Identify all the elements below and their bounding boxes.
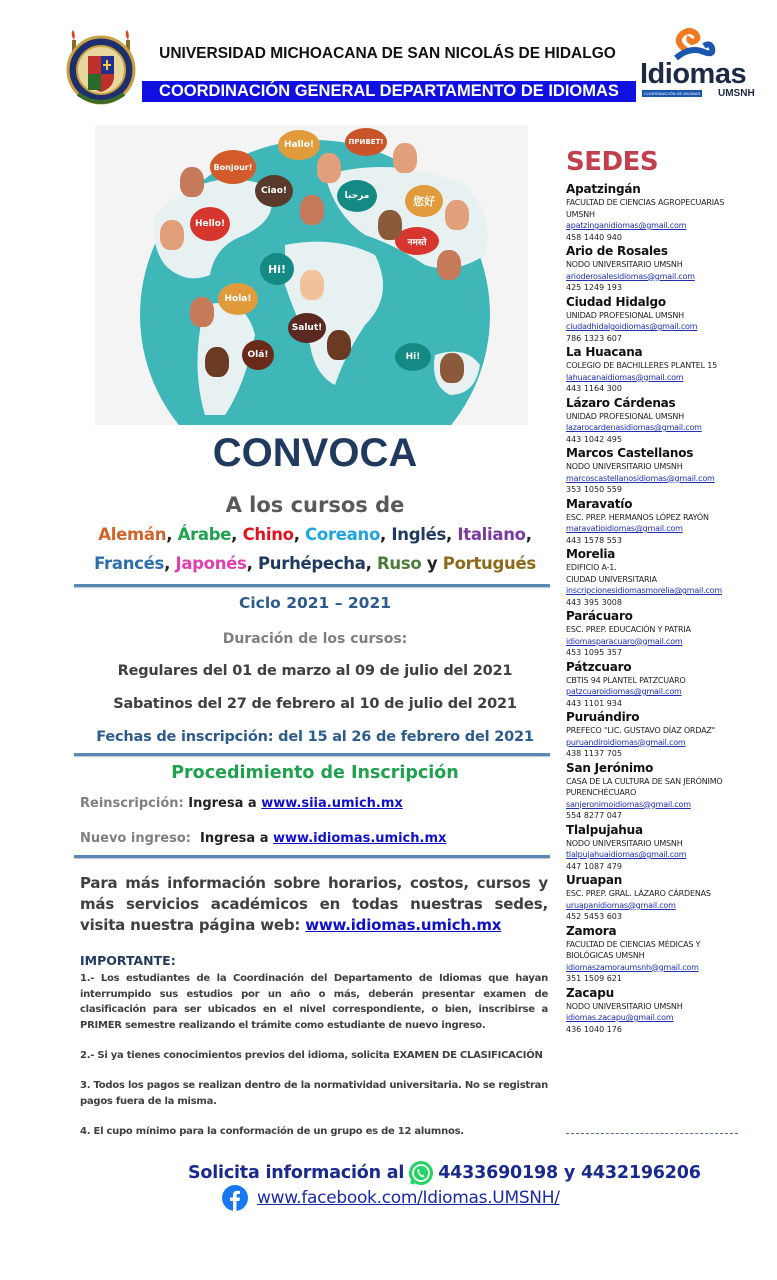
sede-address: BIOLÓGICAS UMSNH bbox=[566, 951, 645, 960]
phone-numbers: 4433690198 y 4432196206 bbox=[438, 1163, 701, 1183]
contact-line bbox=[188, 1160, 701, 1186]
sede-phone: 453 1095 357 bbox=[566, 648, 622, 657]
divider bbox=[74, 753, 550, 756]
person-icon bbox=[378, 210, 402, 240]
sede-address: UNIDAD PROFESIONAL UMSNH bbox=[566, 310, 684, 320]
languages-line-1 bbox=[70, 524, 560, 546]
sede-address: CBTIS 94 PLANTEL PATZCUARO bbox=[566, 675, 686, 685]
sede-item bbox=[566, 446, 771, 496]
sede-phone: 554 8277 047 bbox=[566, 811, 622, 820]
sede-name: Uruapan bbox=[566, 873, 623, 887]
sede-name: Lázaro Cárdenas bbox=[566, 395, 676, 410]
language-separator: , bbox=[164, 554, 176, 573]
divider bbox=[74, 855, 550, 858]
sede-address: ESC. PREP. HERMANOS LÓPEZ RAYÓN bbox=[566, 512, 709, 522]
important-item: 3. Todos los pagos se realizan dentro de la normatividad universitaria. No se registran pagos fuera de la misma. bbox=[80, 1080, 548, 1107]
sede-address: PREFECO "LIC. GUSTAVO DÍAZ ORDAZ" bbox=[566, 726, 716, 735]
languages-line-2 bbox=[70, 553, 560, 575]
sede-address: ESC. PREP. EDUCACIÓN Y PATRIA bbox=[566, 625, 691, 634]
sede-item bbox=[566, 497, 771, 547]
language-portugués: Portugués bbox=[442, 554, 536, 573]
sede-email-link[interactable]: uruapanidiomas@gmail.com bbox=[566, 900, 676, 910]
sede-address: NODO UNIVERSITARIO UMSNH bbox=[566, 260, 683, 269]
person-icon bbox=[190, 297, 214, 327]
greeting-bubble: नमस्ते bbox=[395, 227, 439, 255]
nuevo-ingreso-text: Ingresa a bbox=[191, 831, 274, 846]
idiomas-logo bbox=[640, 28, 760, 100]
whatsapp-icon bbox=[408, 1160, 434, 1186]
sede-email-link[interactable]: idiomasparacuaro@gmail.com bbox=[566, 636, 683, 646]
language-y: y bbox=[426, 554, 438, 573]
ciclo-label: Ciclo 2021 – 2021 bbox=[238, 594, 392, 612]
sede-address: NODO UNIVERSITARIO UMSNH bbox=[566, 838, 683, 848]
sedes-heading: SEDES bbox=[566, 147, 659, 177]
sede-item bbox=[566, 396, 771, 446]
person-icon bbox=[393, 143, 417, 173]
language-separator: , bbox=[231, 525, 243, 544]
sede-email-link[interactable]: idiomas.zacapu@gmail.com bbox=[566, 1013, 674, 1022]
language-separator: , bbox=[446, 525, 458, 544]
greeting-bubble: مرحبا bbox=[337, 180, 377, 212]
greeting-bubble: Hola! bbox=[218, 283, 258, 315]
sede-address: UMSNH bbox=[566, 209, 595, 219]
sede-name: Parácuaro bbox=[566, 609, 633, 623]
sede-address: ESC. PREP. GRAL. LÁZARO CÁRDENAS bbox=[566, 889, 711, 898]
facebook-icon bbox=[222, 1185, 248, 1211]
sede-phone: 447 1087 479 bbox=[566, 861, 622, 871]
language-separator: , bbox=[380, 525, 392, 544]
procedimiento-heading: Procedimiento de Inscripción bbox=[171, 763, 459, 783]
solicita-text: Solicita información al bbox=[188, 1163, 405, 1183]
sede-phone: 443 1578 553 bbox=[566, 535, 622, 545]
convoca-heading: CONVOCA bbox=[212, 431, 418, 475]
greeting-bubble: Salut! bbox=[288, 313, 326, 343]
nuevo-ingreso-label: Nuevo ingreso: bbox=[80, 831, 191, 846]
idiomas-link[interactable]: www.idiomas.umich.mx bbox=[273, 831, 447, 846]
idiomas-logo-tag: UMSNH bbox=[718, 88, 755, 99]
sede-item bbox=[566, 660, 771, 710]
info-web-link[interactable]: www.idiomas.umich.mx bbox=[305, 916, 502, 934]
greeting-bubble: Hallo! bbox=[278, 130, 320, 160]
coordination-title: COORDINACIÓN GENERAL DEPARTAMENTO DE IDIOMAS bbox=[142, 81, 636, 102]
sede-phone: 353 1050 559 bbox=[566, 485, 622, 494]
university-title: UNIVERSIDAD MICHOACANA DE SAN NICOLÁS DE HIDALGO bbox=[159, 45, 616, 62]
sede-phone: 438 1137 705 bbox=[566, 749, 622, 758]
sede-email-link[interactable]: ciudadhidalgoidiomas@gmail.com bbox=[566, 322, 698, 331]
language-ruso: Ruso bbox=[377, 554, 422, 573]
person-icon bbox=[180, 167, 204, 197]
person-icon bbox=[440, 353, 464, 383]
person-icon bbox=[317, 153, 341, 183]
greeting-bubble: ПРИВЕТ! bbox=[345, 128, 387, 156]
sede-email-link[interactable]: apatzinganidiomas@gmail.com bbox=[566, 221, 687, 230]
sede-email-link[interactable]: sanjeronimoidiomas@gmail.com bbox=[566, 799, 691, 809]
sede-email-link[interactable]: arioderosalesidiomas@gmail.com bbox=[566, 271, 695, 281]
sede-name: Pátzcuaro bbox=[566, 659, 632, 674]
reinscripcion-label: Reinscripción: bbox=[80, 796, 184, 811]
sede-item bbox=[566, 823, 771, 873]
important-item: 4. El cupo mínimo para la conformación de un grupo es de 12 alumnos. bbox=[80, 1126, 464, 1137]
sede-address: CIUDAD UNIVERSITARIA bbox=[566, 574, 657, 584]
sede-item bbox=[566, 295, 771, 345]
reinscripcion-line bbox=[80, 796, 403, 811]
person-icon bbox=[437, 250, 461, 280]
sede-name: San Jerónimo bbox=[566, 760, 654, 775]
idiomas-logo-word: Idiomas bbox=[640, 58, 747, 90]
inscripcion-dates: Fechas de inscripción: del 15 al 26 de febrero del 2021 bbox=[96, 729, 534, 745]
sede-phone: 351 1509 621 bbox=[566, 974, 622, 983]
language-árabe: Árabe bbox=[177, 525, 232, 544]
reinscripcion-text: Ingresa a bbox=[183, 796, 262, 811]
nuevo-ingreso-line bbox=[80, 831, 446, 846]
greeting-bubble: Ciao! bbox=[255, 175, 293, 207]
sede-item bbox=[566, 547, 771, 608]
globe-illustration bbox=[95, 125, 528, 425]
sede-phone: 443 395 3008 bbox=[566, 597, 622, 607]
sede-address: NODO UNIVERSITARIO UMSNH bbox=[566, 1001, 683, 1011]
sede-phone: 443 1164 300 bbox=[566, 384, 622, 393]
sede-phone: 443 1042 495 bbox=[566, 434, 622, 444]
important-item: 1.- Los estudiantes de la Coordinación del Departamento de Idiomas que hayan interrumpido sus estudios por un año o más, deberán presentar examen de clasificación para ser ubicados en el nivel correspondiente, o bien, inscribirse a PRIMER semestre realizando el trámite como estudiante de nuevo ingreso. bbox=[80, 973, 548, 1031]
sede-email-link[interactable]: idiomaszamoraumsnh@gmail.com bbox=[566, 962, 699, 972]
greeting-bubble: Hi! bbox=[260, 253, 294, 285]
person-icon bbox=[327, 330, 351, 360]
sede-item bbox=[566, 986, 771, 1036]
sede-phone: 425 1249 193 bbox=[566, 283, 622, 292]
sede-email-link[interactable]: lazarocardenasidiomas@gmail.com bbox=[566, 423, 702, 432]
sede-phone: 452 5453 603 bbox=[566, 912, 622, 921]
sede-email-link[interactable]: maravatioidiomas@gmail.com bbox=[566, 524, 683, 533]
dashed-divider bbox=[566, 1133, 738, 1134]
person-icon bbox=[205, 347, 229, 377]
language-italiano: Italiano bbox=[457, 525, 526, 544]
sede-name: Ario de Rosales bbox=[566, 244, 668, 258]
important-item: 2.- Si ya tienes conocimientos previos del idioma, solicita EXAMEN DE CLASIFICACIÓN bbox=[80, 1050, 543, 1061]
info-text: Para más información sobre horarios, costos, cursos y más servicios académicos en todas nuestras sedes, visita nuestra página web: bbox=[80, 874, 548, 934]
sede-name: Tlalpujahua bbox=[566, 822, 643, 837]
sede-name: Zamora bbox=[566, 923, 617, 938]
person-icon bbox=[300, 270, 324, 300]
sede-item bbox=[566, 924, 771, 985]
sede-name: Zacapu bbox=[566, 985, 614, 1000]
cursos-subheading: A los cursos de bbox=[225, 493, 405, 517]
sede-name: Puruándiro bbox=[566, 710, 640, 724]
person-icon bbox=[445, 200, 469, 230]
sede-item bbox=[566, 761, 771, 822]
sede-address: EDIFICIO A-1. bbox=[566, 563, 617, 572]
facebook-link[interactable]: www.facebook.com/Idiomas.UMSNH/ bbox=[257, 1188, 560, 1208]
regulares-dates: Regulares del 01 de marzo al 09 de julio del 2021 bbox=[117, 663, 513, 679]
sede-name: Marcos Castellanos bbox=[566, 446, 694, 460]
sede-item bbox=[566, 873, 771, 923]
sede-email-link[interactable]: inscripcionesidiomasmorelia@gmail.com bbox=[566, 586, 722, 595]
language-separator: , bbox=[293, 525, 306, 544]
sede-name: Ciudad Hidalgo bbox=[566, 294, 666, 309]
sede-item bbox=[566, 182, 771, 243]
sede-email-link[interactable]: tlalpujahuaidiomas@gmail.com bbox=[566, 850, 687, 859]
language-separator: , bbox=[166, 525, 178, 544]
sede-address: NODO UNIVERSITARIO UMSNH bbox=[566, 462, 683, 471]
sabatinos-dates: Sabatinos del 27 de febrero al 10 de julio del 2021 bbox=[113, 696, 517, 712]
sede-item bbox=[566, 244, 771, 294]
greeting-bubble: 您好 bbox=[405, 185, 443, 217]
language-separator: , bbox=[525, 525, 532, 544]
sede-name: Maravatío bbox=[566, 496, 633, 511]
language-japonés: Japonés bbox=[175, 554, 247, 573]
sede-name: La Huacana bbox=[566, 345, 643, 359]
sede-name: Morelia bbox=[566, 547, 616, 561]
greeting-bubble: Hello! bbox=[190, 207, 230, 241]
info-paragraph bbox=[80, 873, 548, 936]
facebook-line bbox=[222, 1185, 560, 1211]
university-seal-logo bbox=[64, 30, 138, 110]
idiomas-swirl-icon bbox=[668, 28, 728, 62]
person-icon bbox=[160, 220, 184, 250]
divider bbox=[74, 584, 550, 587]
sede-email-link[interactable]: puruandiroidiomas@gmail.com bbox=[566, 737, 686, 747]
language-purhépecha: Purhépecha bbox=[258, 554, 366, 573]
sede-phone: 443 1101 934 bbox=[566, 698, 622, 708]
sede-address: PURENCHÉCUARO bbox=[566, 788, 637, 797]
greeting-bubble: Hi! bbox=[395, 343, 431, 371]
sede-name: Apatzingán bbox=[566, 182, 641, 196]
sede-address: FACULTAD DE CIENCIAS AGROPECUARIAS bbox=[566, 198, 725, 207]
idiomas-logo-sub: COORDINACIÓN DE IDIOMAS bbox=[644, 91, 701, 96]
language-separator: , bbox=[246, 554, 258, 573]
language-separator: , bbox=[365, 554, 377, 573]
sede-email-link[interactable]: marcoscastellanosidiomas@gmail.com bbox=[566, 473, 715, 483]
greeting-bubble: Bonjour! bbox=[210, 150, 256, 184]
sede-item bbox=[566, 710, 771, 760]
sede-phone: 436 1040 176 bbox=[566, 1024, 622, 1034]
sede-item bbox=[566, 609, 771, 659]
person-icon bbox=[300, 195, 324, 225]
duracion-label: Duración de los cursos: bbox=[222, 631, 408, 647]
language-alemán: Alemán bbox=[98, 525, 167, 544]
siia-link[interactable]: www.siia.umich.mx bbox=[261, 796, 403, 811]
sede-address: CASA DE LA CULTURA DE SAN JERÓNIMO bbox=[566, 776, 723, 786]
sede-item bbox=[566, 345, 771, 395]
language-coreano: Coreano bbox=[305, 525, 380, 544]
sede-address: FACULTAD DE CIENCIAS MÉDICAS Y bbox=[566, 939, 701, 949]
sede-phone: 786 1323 607 bbox=[566, 333, 622, 343]
sede-phone: 458 1440 940 bbox=[566, 232, 622, 242]
greeting-bubble: Olá! bbox=[242, 340, 274, 370]
sede-email-link[interactable]: patzcuaroidiomas@gmail.com bbox=[566, 687, 682, 696]
sede-address: COLEGIO DE BACHILLERES PLANTEL 15 bbox=[566, 361, 717, 370]
language-chino: Chino bbox=[242, 525, 294, 544]
sede-address: UNIDAD PROFESIONAL UMSNH bbox=[566, 411, 684, 421]
language-francés: Francés bbox=[94, 554, 165, 573]
language-inglés: Inglés bbox=[391, 525, 446, 544]
sede-email-link[interactable]: lahuacanaidiomas@gmail.com bbox=[566, 372, 684, 382]
sedes-list bbox=[566, 182, 771, 1036]
important-heading: IMPORTANTE: bbox=[80, 953, 176, 968]
